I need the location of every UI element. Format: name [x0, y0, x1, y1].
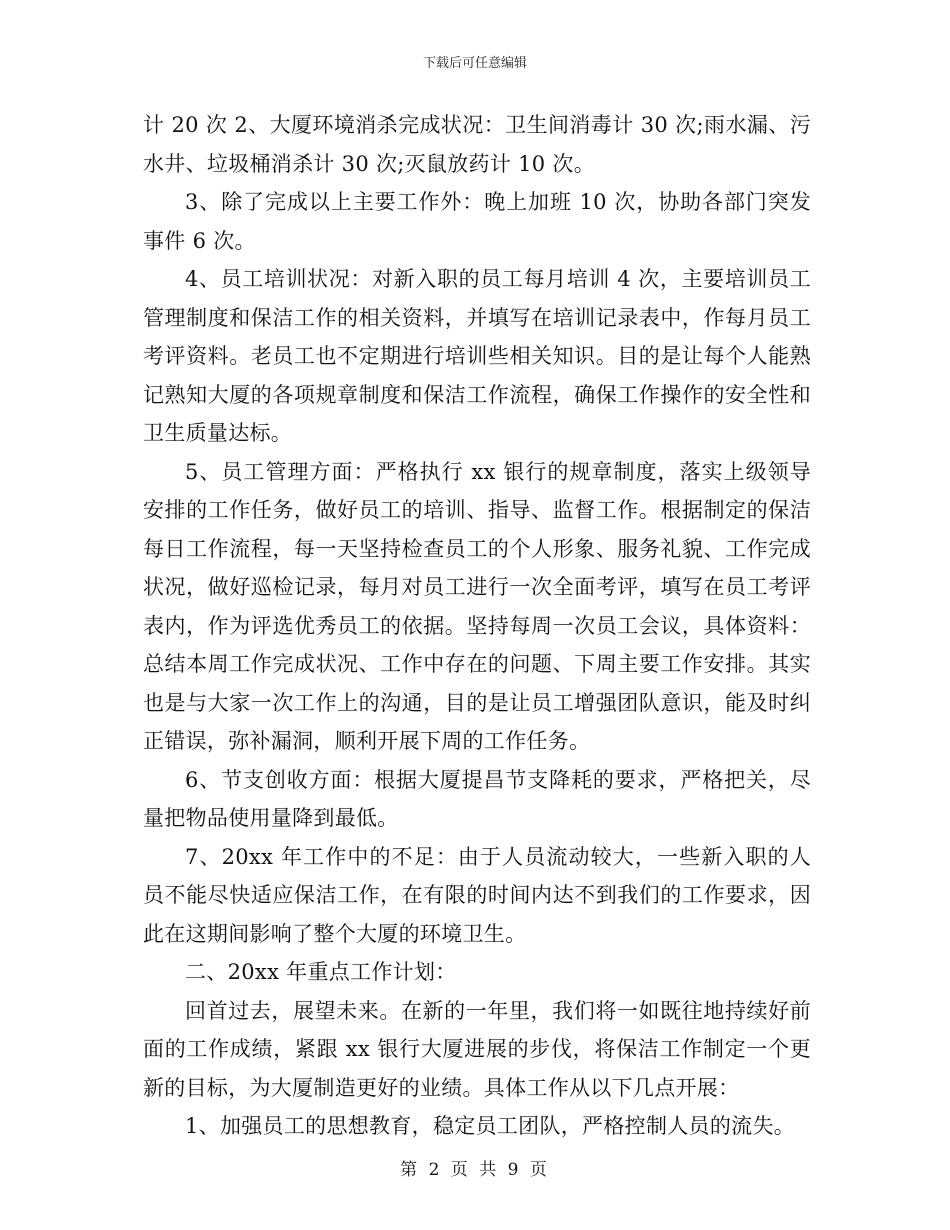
document-body — [143, 106, 811, 1146]
paragraph-plan-item-1: 1、加强员工的思想教育，稳定员工团队，严格控制人员的流失。 — [185, 1114, 796, 1138]
paragraph-overtime: 3、除了完成以上主要工作外：晚上加班 10 次，协助各部门突发事件 6 次。 — [143, 190, 811, 253]
section-heading-plan: 二、20xx 年重点工作计划： — [185, 960, 457, 984]
page-number-footer: 第 2 页 共 9 页 — [400, 1160, 550, 1180]
header-note: 下载后可任意编辑 — [422, 56, 527, 71]
paragraph-outlook: 回首过去，展望未来。在新的一年里，我们将一如既往地持续好前面的工作成绩，紧跟 xx 银行大厦进展的步伐，将保洁工作制定一个更新的目标，为大厦制造更好的业绩。具体工作从以下几点开展： — [143, 998, 811, 1100]
paragraph-shortcomings: 7、20xx 年工作中的不足：由于人员流动较大，一些新入职的人员不能尽快适应保洁工作，在有限的时间内达不到我们的工作要求，因此在这期间影响了整个大厦的环境卫生。 — [143, 844, 811, 946]
paragraph-training: 4、员工培训状况：对新入职的员工每月培训 4 次，主要培训员工管理制度和保洁工作的相关资料，并填写在培训记录表中，作每月员工考评资料。老员工也不定期进行培训些相关知识。目的是让每个人能熟记熟知大厦的各项规章制度和保洁工作流程，确保工作操作的安全性和卫生质量达标。 — [143, 267, 811, 445]
paragraph-staff-management: 5、员工管理方面：严格执行 xx 银行的规章制度，落实上级领导安排的工作任务，做好员工的培训、指导、监督工作。根据制定的保洁每日工作流程，每一天坚持检查员工的个人形象、服务礼貌、工作完成状况，做好巡检记录，每月对员工进行一次全面考评，填写在员工考评表内，作为评选优秀员工的依据。坚持每周一次员工会议，具体资料：总结本周工作完成状况、工作中存在的问题、下周主要工作安排。其实也是与大家一次工作上的沟通，目的是让员工增强团队意识，能及时纠正错误，弥补漏洞，顺利开展下周的工作任务。 — [143, 459, 811, 753]
paragraph-cost-saving: 6、节支创收方面：根据大厦提昌节支降耗的要求，严格把关，尽量把物品使用量降到最低。 — [143, 767, 811, 830]
paragraph-continuation: 计 20 次 2、大厦环境消杀完成状况：卫生间消毒计 30 次;雨水漏、污水井、垃圾桶消杀计 30 次;灭鼠放药计 10 次。 — [143, 113, 811, 176]
